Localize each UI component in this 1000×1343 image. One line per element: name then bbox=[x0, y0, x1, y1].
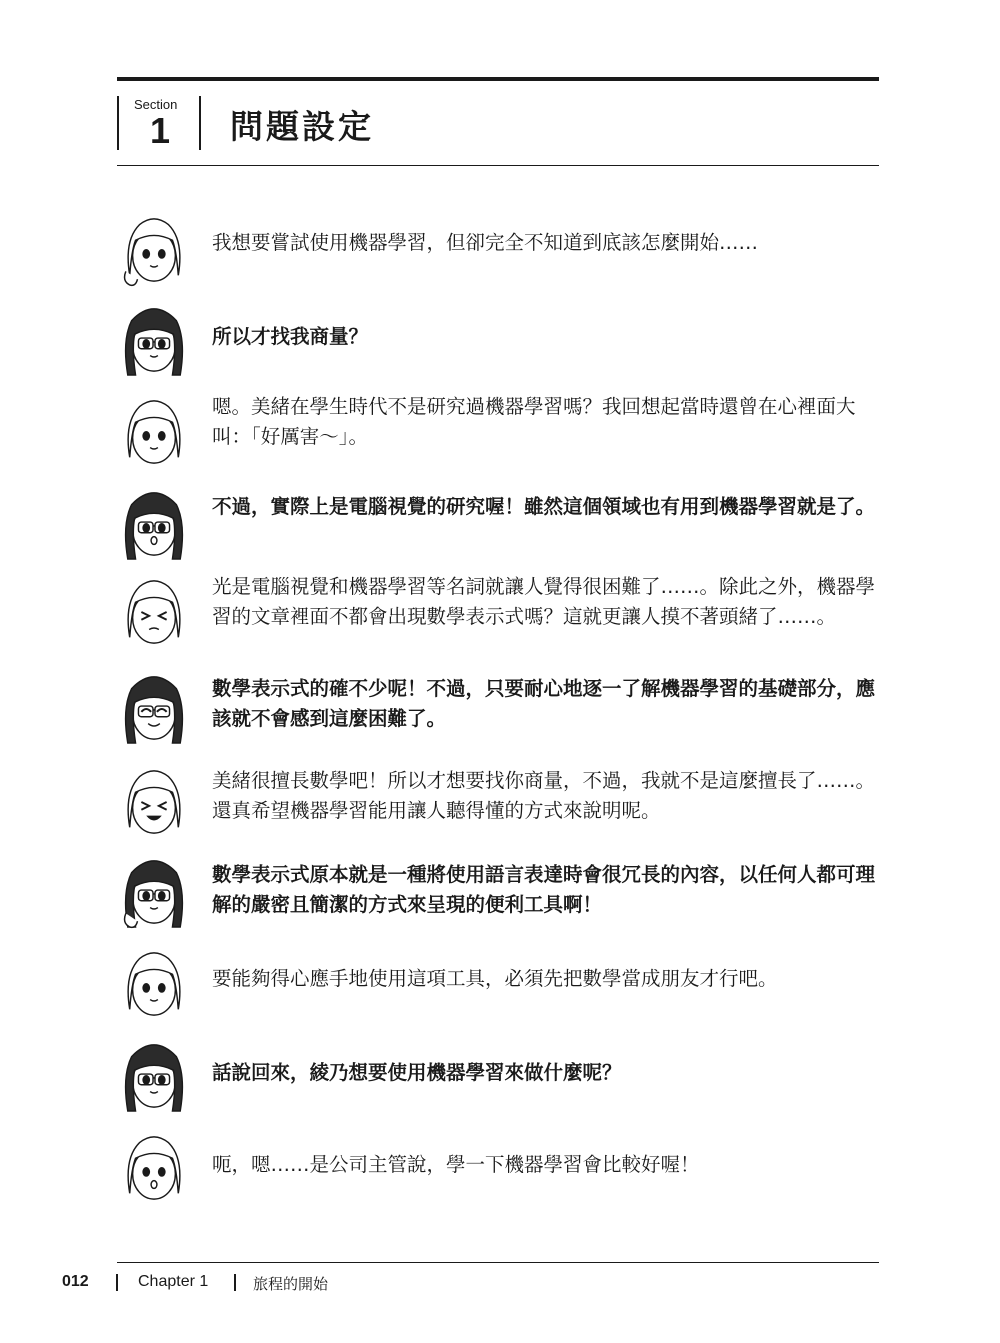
dialogue-text: 數學表示式原本就是一種將使用語言表達時會很冗長的內容，以任何人都可理解的嚴密且簡潔的方式來呈現的便利工具啊！ bbox=[212, 863, 876, 916]
misho-face-icon bbox=[120, 1036, 188, 1116]
footer-divider bbox=[234, 1274, 236, 1291]
ayano-face-icon bbox=[120, 392, 188, 472]
section-divider bbox=[199, 96, 201, 150]
dialogue-text: 所以才找我商量？ bbox=[212, 325, 369, 348]
header-rule bbox=[117, 165, 879, 166]
misho-face-icon bbox=[120, 484, 188, 564]
dialogue-text: 光是電腦視覺和機器學習等名詞就讓人覺得很困難了……。除此之外，機器學習的文章裡面不都會出現數學表示式嗎？這就更讓人摸不著頭緒了……。 bbox=[212, 575, 876, 628]
ayano-face-icon bbox=[120, 762, 188, 842]
section-label: Section bbox=[134, 97, 178, 112]
ayano-face-icon bbox=[120, 1128, 188, 1208]
section-bar bbox=[117, 96, 119, 150]
footer-divider bbox=[116, 1274, 118, 1291]
misho-face-icon bbox=[120, 668, 188, 748]
dialogue-text: 不過，實際上是電腦視覺的研究喔！雖然這個領域也有用到機器學習就是了。 bbox=[212, 495, 876, 518]
chapter-label: Chapter 1 bbox=[138, 1273, 209, 1290]
dialogue-text: 數學表示式的確不少呢！不過，只要耐心地逐一了解機器學習的基礎部分，應該就不會感到這麼困難了。 bbox=[212, 677, 876, 730]
dialogue-text: 嗯。美緒在學生時代不是研究過機器學習嗎？我回想起當時還曾在心裡面大叫：「好厲害～」。 bbox=[212, 395, 856, 448]
dialogue-text: 話說回來，綾乃想要使用機器學習來做什麼呢？ bbox=[212, 1061, 622, 1084]
footer-rule bbox=[117, 1262, 879, 1263]
section-number: 1 bbox=[150, 110, 171, 151]
ayano-face-icon bbox=[120, 572, 188, 652]
page-number: 012 bbox=[62, 1273, 89, 1290]
dialogue-text: 要能夠得心應手地使用這項工具，必須先把數學當成朋友才行吧。 bbox=[212, 967, 778, 990]
section-title: 問題設定 bbox=[230, 107, 374, 146]
ayano-face-icon bbox=[120, 944, 188, 1024]
top-rule bbox=[117, 77, 879, 81]
ayano-face-icon bbox=[120, 210, 188, 290]
dialogue-text: 美緒很擅長數學吧！所以才想要找你商量，不過，我就不是這麼擅長了……。還真希望機器學習能用讓人聽得懂的方式來說明呢。 bbox=[212, 769, 876, 822]
dialogue-text: 呃，嗯……是公司主管說，學一下機器學習會比較好喔！ bbox=[212, 1153, 700, 1176]
misho-face-icon bbox=[120, 852, 188, 932]
misho-face-icon bbox=[120, 300, 188, 380]
dialogue-text: 我想要嘗試使用機器學習，但卻完全不知道到底該怎麼開始…… bbox=[212, 231, 759, 254]
chapter-title: 旅程的開始 bbox=[253, 1275, 329, 1293]
